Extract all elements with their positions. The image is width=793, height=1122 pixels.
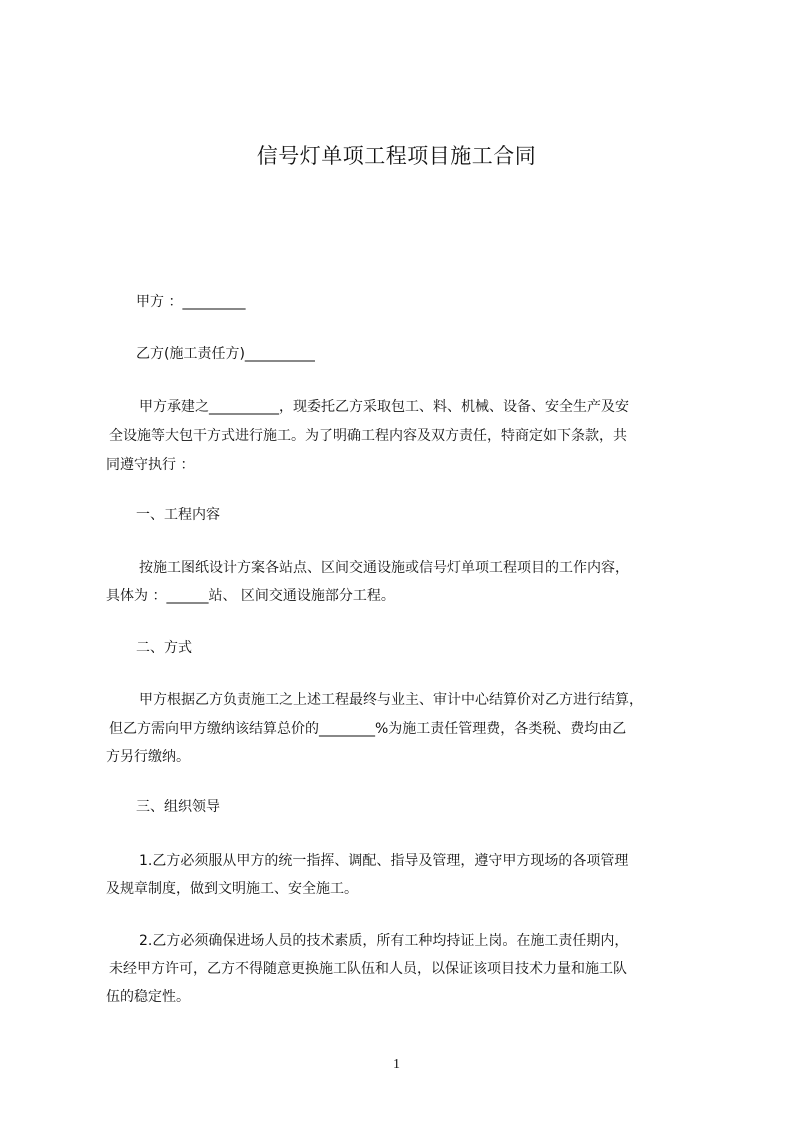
- work-content-line-1: 按施工图纸设计方案各站点、区间交通设施或信号灯单项工程项目的工作内容，: [139, 560, 629, 576]
- page-number: 1: [393, 1057, 400, 1072]
- intro-line-1: 甲方承建之__________，现委托乙方采取包工、料、机械、设备、安全生产及安: [139, 399, 629, 415]
- party-a-line: 甲方 ：_________: [136, 294, 246, 310]
- document-title: 信号灯单项工程项目施工合同: [256, 144, 537, 168]
- organization-item-1-line-2: 及规章制度，做到文明施工、安全施工。: [106, 881, 358, 897]
- intro-line-3: 同遵守执行 ：: [106, 457, 195, 473]
- organization-item-2-line-3: 伍的稳定性。: [106, 989, 190, 1005]
- method-line-3: 方另行缴纳。: [106, 749, 190, 765]
- organization-item-1-line-1: 1.乙方必须服从甲方的统一指挥、调配、指导及管理，遵守甲方现场的各项管理: [139, 853, 629, 869]
- organization-item-2-line-1: 2.乙方必须确保进场人员的技术素质，所有工种均持证上岗。在施工责任期内，: [139, 933, 629, 949]
- section-heading-method: 二、方式: [136, 640, 192, 656]
- method-line-1: 甲方根据乙方负责施工之上述工程最终与业主、审计中心结算价对乙方进行结算，: [139, 692, 643, 708]
- party-b-line: 乙方(施工责任方)__________: [136, 346, 315, 362]
- section-heading-work-content: 一、工程内容: [136, 507, 220, 523]
- method-line-2: 但乙方需向甲方缴纳该结算总价的________%为施工责任管理费，各类税、费均由乙: [109, 721, 627, 737]
- organization-item-2-line-2: 未经甲方许可，乙方不得随意更换施工队伍和人员，以保证该项目技术力量和施工队: [109, 961, 627, 977]
- intro-line-2: 全设施等大包干方式进行施工。为了明确工程内容及双方责任，特商定如下条款，共: [109, 428, 627, 444]
- section-heading-organization: 三、组织领导: [136, 799, 220, 815]
- work-content-line-2: 具体为 ：______站、 区间交通设施部分工程。: [106, 588, 395, 604]
